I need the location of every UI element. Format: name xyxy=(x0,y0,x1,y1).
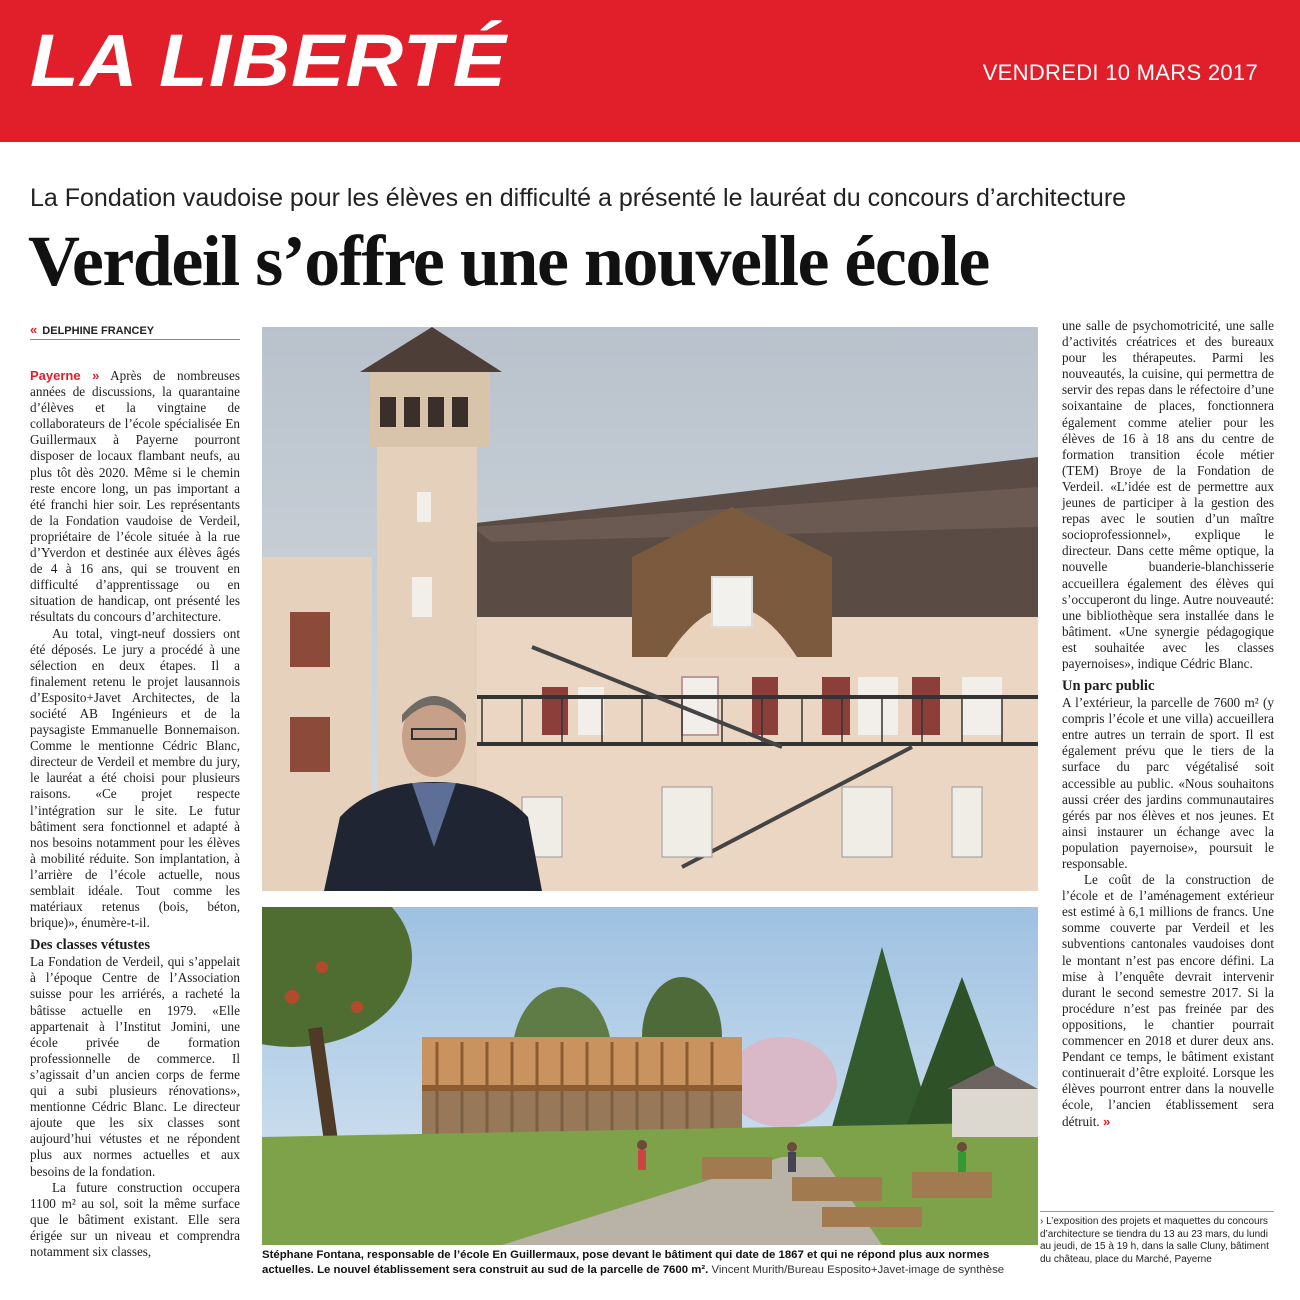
byline xyxy=(30,322,154,337)
photo-architectural-rendering xyxy=(262,907,1038,1245)
article-column-right xyxy=(1062,318,1274,1130)
subheading: Un parc public xyxy=(1062,678,1155,695)
byline-chevron-icon: « xyxy=(30,322,38,337)
paragraph: La Fondation de Verdeil, qui s’appelait à l’époque Centre de l’Association suisse pour les arriérés, a racheté la bâtisse actuelle en 1979. «Elle appartenait à l’Institut Jomini, une école privée de formation professionnelle de commerce. Il s’agissait d’un ancien corps de ferme qui a subi plusieurs rénovations», mentionne Cédric Blanc. Le directeur ajoute que les six classes sont aujourd’hui vétustes et ne répondent plus aux normes actuelles et aux besoins de la fondation. xyxy=(30,954,240,1179)
paragraph xyxy=(30,368,240,626)
byline-divider xyxy=(30,339,240,340)
article-headline: Verdeil s’offre une nouvelle école xyxy=(28,221,989,301)
dateline-location: Payerne xyxy=(30,368,81,383)
architectural-rendering-illustration xyxy=(262,907,1038,1245)
article-kicker: La Fondation vaudoise pour les élèves en difficulté a présenté le lauréat du concours d’architecture xyxy=(30,184,1127,212)
school-building-illustration xyxy=(262,327,1038,891)
note-divider xyxy=(1040,1211,1274,1212)
issue-date: VENDREDI 10 MARS 2017 xyxy=(982,60,1258,85)
note-chevron-icon: › xyxy=(1040,1216,1044,1227)
byline-author: DELPHINE FRANCEY xyxy=(42,325,155,337)
subheading: Des classes vétustes xyxy=(30,937,151,954)
paragraph: A l’extérieur, la parcelle de 7600 m² (y compris l’école et une villa) accueillera entre autres un terrain de sport. Il est également prévu que le tiers de la surface du parc végétalisé soit accessible au public. «Nous souhaitons aussi créer des jardins communautaires gérés par nos élèves et nos jeunes. Et ainsi instaurer un échange avec la population payernoise», poursuit le responsable. xyxy=(1062,695,1274,871)
paragraph: La future construction occupera 1100 m² au sol, soit la même surface que le bâtiment existant. Elle sera érigée sur un niveau et comprendra notamment six classes, xyxy=(30,1179,240,1259)
photo-caption xyxy=(262,1248,1038,1278)
masthead xyxy=(0,0,1300,142)
paragraph: Au total, vingt-neuf dossiers ont été déposés. Le jury a procédé à une sélection en deux étapes. Il a finalement retenu le projet lausannois d’Esposito+Javet Architectes, de la société AB Ingénieurs et de la paysagiste Emmanuelle Bonnemaison. Comme le mentionne Cédric Blanc, directeur de Verdeil et membre du jury, le lauréat a été choisi pour plusieurs raisons. «Ce projet respecte l’intégration sur le site. Le futur bâtiment sera fonctionnel et adapté à nos besoins notamment pour les élèves à mobilité réduite. Son implantation, à l’arrière de l’école actuelle, nous semblait idéale. Tout comme les matériaux retenus (bois, béton, brique)», énumère-t-il. xyxy=(30,625,240,931)
photo-school-building xyxy=(262,327,1038,891)
paragraph-text: Le coût de la construction de l’école et de l’aménagement extérieur est estimé à 6,1 millions de francs. Une somme couverte par Verdeil et les subventions cantonales vaudoises dont le montant n’est pas encore défini. La mise à l’enquête devrait intervenir durant le second semestre 2017. Si la procédure n’est pas freinée par des oppositions, le chantier pourrait commencer en 2018 et durer deux ans. Pendant ce temps, le bâtiment existant continuerait d’être exploité. Lorsque les élèves pourront entrer dans la nouvelle école, l’ancien établissement sera détruit. xyxy=(1062,872,1274,1129)
paragraph: une salle de psychomotricité, une salle d’activités créatrices et des bureaux pour les thérapeutes. Parmi les nouveautés, la cuisine, qui permettra de servir des repas dans le réfectoire d’une soixantaine de places, fonctionnera également comme atelier pour les élèves de 16 à 18 ans du centre de formation transition école métier (TEM) Broye de la Fondation de Verdeil. «L’idée est de permettre aux jeunes de participer à la gestion des repas avec le soutien d’un maître socioprofessionnel», explique le directeur. Dans cette même optique, la nouvelle buanderie-blanchisserie accueillera également des élèves qui s’occuperont du linge. Autre nouveauté: une bibliothèque sera installée dans le bâtiment. «Une synergie pédagogique est souhaitée avec les classes payernoises», indique Cédric Blanc. xyxy=(1062,318,1274,671)
article-column-left xyxy=(30,368,240,1260)
paragraph xyxy=(1062,872,1274,1130)
caption-text: Stéphane Fontana, responsable de l’école En Guillermaux, pose devant le bâtiment qui date de 1867 et qui ne répond plus aux normes actuelles. Le nouvel établissement sera construit au sud de la parcelle de 7600 m². xyxy=(262,1249,990,1276)
exhibition-note xyxy=(1040,1216,1280,1266)
dateline-chevron-icon: » xyxy=(92,368,100,383)
newspaper-logo: LA LIBERTÉ xyxy=(30,19,508,102)
paragraph-text: Après de nombreuses années de discussions, la quarantaine d’élèves et la vingtaine de collaborateurs de l’école spécialisée En Guillermaux à Payerne pourront disposer de locaux flambant neufs, au plus tôt dès 2020. Même si le chemin reste encore long, un pas important a été franchi hier soir. Les représentants de la Fondation vaudoise de Verdeil, propriétaire de l’école située à la rue d’Yverdon et destinée aux élèves âgés de 4 à 16 ans, qui se trouvent en difficulté d’apprentissage ou en situation de handicap, ont présenté les résultats du concours d’architecture. xyxy=(30,368,241,625)
end-chevron-icon: » xyxy=(1103,1113,1111,1129)
note-text: L’exposition des projets et maquettes du concours d’architecture se tiendra du 13 au 23 mars, du lundi au jeudi, de 15 à 19 h, dans la salle Cluny, bâtiment du château, place du Marché, Payerne xyxy=(1040,1216,1269,1265)
photo-credit: Vincent Murith/Bureau Esposito+Javet-image de synthèse xyxy=(711,1264,1005,1276)
